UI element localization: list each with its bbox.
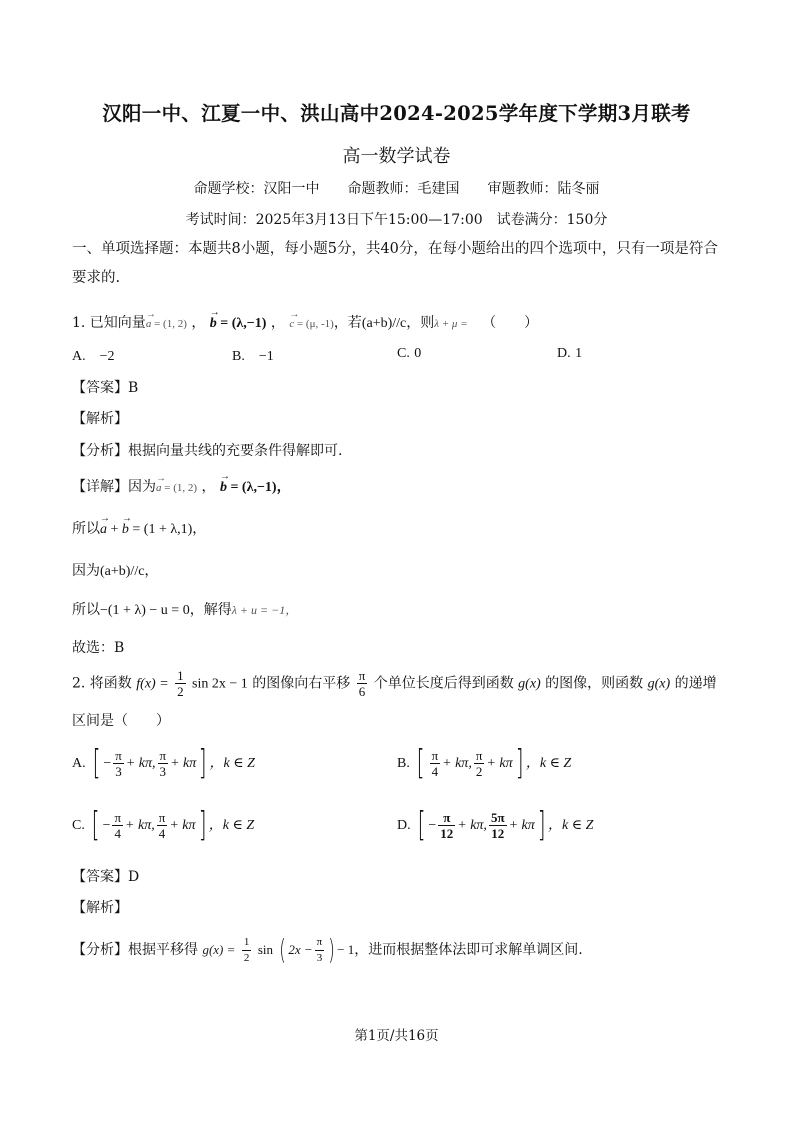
exam-subtitle: 高一数学试卷: [342, 146, 451, 167]
q2-analysis: 【分析】根据平移得 g(x) = $\frac{1}{2}$ sin ( 2x − $\frac{\pi}{3}$ ) − 1，进而根据整体法即可求解单调区间.: [72, 933, 583, 966]
q2-option-c: C. [ − $\frac{\pi}{4}$ + kπ, $\frac{\pi}{4}$ + kπ] ，k ∈ Z: [72, 805, 255, 845]
q1-option-c: C. 0: [397, 346, 422, 361]
exam-authors: 命题学校：汉阳一中 命题教师：毛建国 审题教师：陆冬丽: [193, 181, 600, 197]
q2-stem-line2: 区间是（ ）: [72, 713, 170, 729]
q1-conclusion: 故选：B: [72, 640, 125, 656]
q2-answer: 【答案】D: [72, 869, 140, 885]
q1-vec-a: → a = (1, 2): [146, 318, 187, 330]
q1-analysis-tag: 【解析】: [72, 411, 128, 427]
q1-option-a: A. −2: [72, 349, 115, 364]
q1-detail-2: 所以→ a + → b = (1 + λ,1)，: [72, 518, 206, 538]
q2-analysis-tag: 【解析】: [72, 900, 128, 916]
q2-option-d: D. [ − $\frac{\pi}{12}$ + kπ, $\frac{5\pi}{12}$ + kπ] ，k ∈ Z: [397, 805, 594, 845]
q1-detail-3: 因为(a+b)//c，: [72, 563, 159, 579]
q1-vec-c: → c = (μ, -1): [289, 318, 333, 330]
q1-option-d: D. 1: [557, 346, 583, 361]
question-1-stem: 1. 已知向量→ a = (1, 2) ， → b = (λ,−1) ， → c = (μ, -1)，若(a+b)//c，则λ + μ = （ ）: [72, 312, 538, 332]
page-number: 第1页/共16页: [354, 1028, 439, 1044]
q1-analysis: 【分析】根据向量共线的充要条件得解即可.: [72, 443, 343, 459]
exam-title: 汉阳一中、江夏一中、洪山高中2024-2025学年度下学期3月联考: [102, 102, 691, 125]
q1-answer: 【答案】B: [72, 380, 139, 396]
q1-detail-1: 【详解】因为→ a = (1, 2) ， → b = (λ,−1)，: [72, 476, 291, 496]
section-heading: 一、单项选择题：本题共8小题，每小题5分，共40分，在每小题给出的四个选项中，只有一项是符合要求的.: [72, 241, 718, 286]
q1-ask: λ + μ =: [434, 318, 468, 330]
q2-option-a: A. [ − $\frac{\pi}{3}$ + kπ, $\frac{\pi}{3}$ + kπ] ，k ∈ Z: [72, 743, 255, 783]
q1-blank: （ ）: [482, 315, 539, 331]
q1-detail-4: 所以−(1 + λ) − u = 0，解得λ + u = −1，: [72, 602, 298, 618]
q1-prefix: 1. 已知向量: [72, 315, 146, 331]
q1-option-b: B. −1: [232, 349, 274, 364]
q1-vec-b: → b = (λ,−1): [210, 316, 267, 331]
exam-info: 考试时间：2025年3月13日下午15:00—17:00 试卷满分：150分: [185, 212, 608, 228]
question-2-stem: 2. 将函数 f(x) = $\frac{1}{2}$ sin 2x − 1 的图像向右平移 $\frac{\pi}{6}$ 个单位长度后得到函数 g(x) 的图像，则函数 g(x) 的递增: [72, 668, 717, 699]
q2-option-b: B. [ $\frac{\pi}{4}$ + kπ, $\frac{\pi}{2}$ + kπ] ，k ∈ Z: [397, 743, 572, 783]
q1-condition: (a+b)//c: [361, 316, 407, 331]
